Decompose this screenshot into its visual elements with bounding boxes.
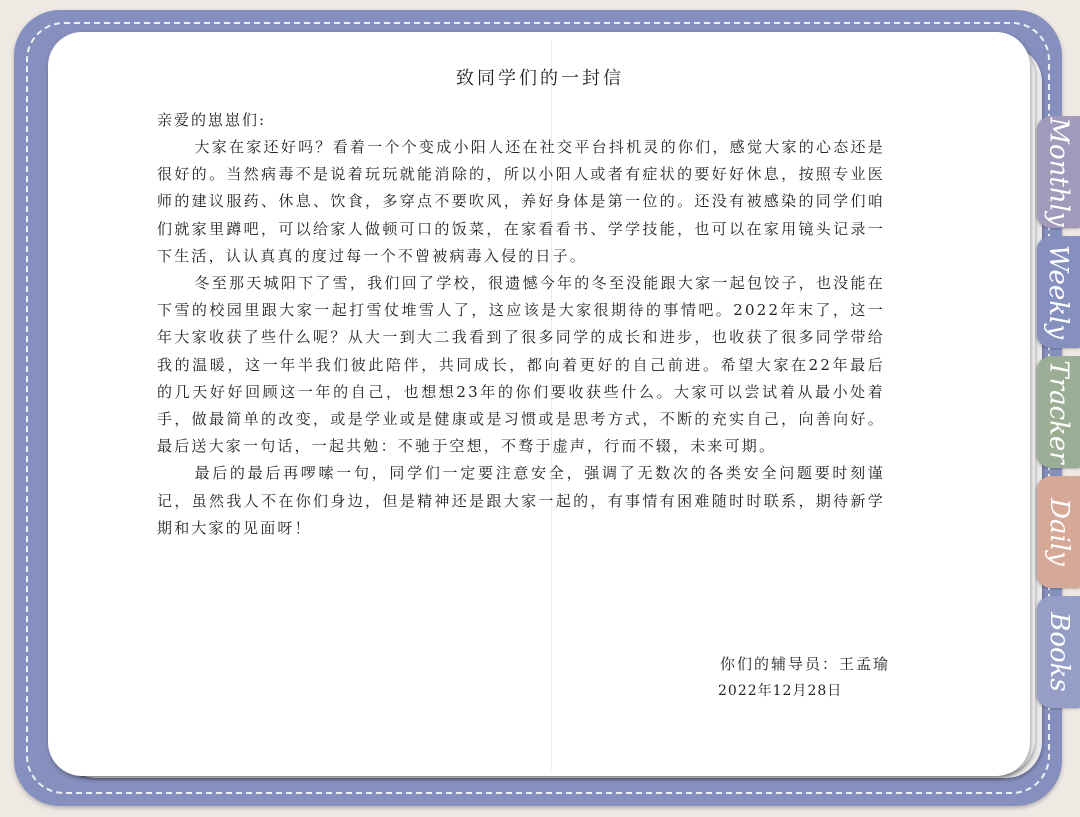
letter-date: 2022年12月28日 xyxy=(718,683,843,699)
letter-paper xyxy=(48,32,1030,776)
tab-monthly[interactable] xyxy=(1037,116,1080,228)
letter-title: 致同学们的一封信 xyxy=(456,68,624,89)
letter-paragraph: 大家在家还好吗？看着一个个变成小阳人还在社交平台抖机灵的你们，感觉大家的心态还是很好的。当然病毒不是说着玩玩就能消除的，所以小阳人或者有症状的要好好休息，按照专业医师的建议服药、休息、饮食，多穿点不要吹风，养好身体是第一位的。还没有被感染的同学们咱们就家里蹲吧，可以给家人做顿可口的饭菜，在家看看书、学学技能，也可以在家用镜头记录一下生活，认认真真的度过每一个不曾被病毒入侵的日子。 xyxy=(157,138,885,265)
tab-books[interactable] xyxy=(1037,596,1080,708)
letter-paragraph: 冬至那天城阳下了雪，我们回了学校，很遗憾今年的冬至没能跟大家一起包饺子，也没能在下雪的校园里跟大家一起打雪仗堆雪人了，这应该是大家很期待的事情吧。2022年末了，这一年大家收获了些什么呢？从大一到大二我看到了很多同学的成长和进步，也收获了很多同学带给我的温暖，这一年半我们彼此陪伴，共同成长，都向着更好的自己前进。希望大家在22年最后的几天好好回顾这一年的自己，也想想23年的你们要收获些什么。大家可以尝试着从最小处着手，做最简单的改变，或是学业或是健康或是习惯或是思考方式，不断的充实自己，向善向好。最后送大家一句话，一起共勉：不驰于空想，不骛于虚声，行而不辍，未来可期。 xyxy=(157,274,885,456)
tab-weekly[interactable] xyxy=(1037,236,1080,348)
tab-tracker-label: Tracker xyxy=(1043,360,1074,464)
letter-paragraph: 最后的最后再啰嗦一句，同学们一定要注意安全，强调了无数次的各类安全问题要时刻谨记，虽然我人不在你们身边，但是精神还是跟大家一起的，有事情有困难随时时联系，期待新学期和大家的见面呀！ xyxy=(157,464,885,537)
tab-daily-label: Daily xyxy=(1043,498,1074,566)
tab-books-label: Books xyxy=(1043,612,1074,692)
page-fold-line xyxy=(551,40,552,770)
tab-weekly-label: Weekly xyxy=(1043,244,1074,340)
tab-monthly-label: Monthly xyxy=(1043,117,1074,227)
tab-tracker[interactable] xyxy=(1037,356,1080,468)
tab-daily[interactable] xyxy=(1037,476,1080,588)
letter-signature: 你们的辅导员：王孟瑜 xyxy=(720,655,891,673)
letter-salutation: 亲爱的崽崽们: xyxy=(157,111,267,129)
